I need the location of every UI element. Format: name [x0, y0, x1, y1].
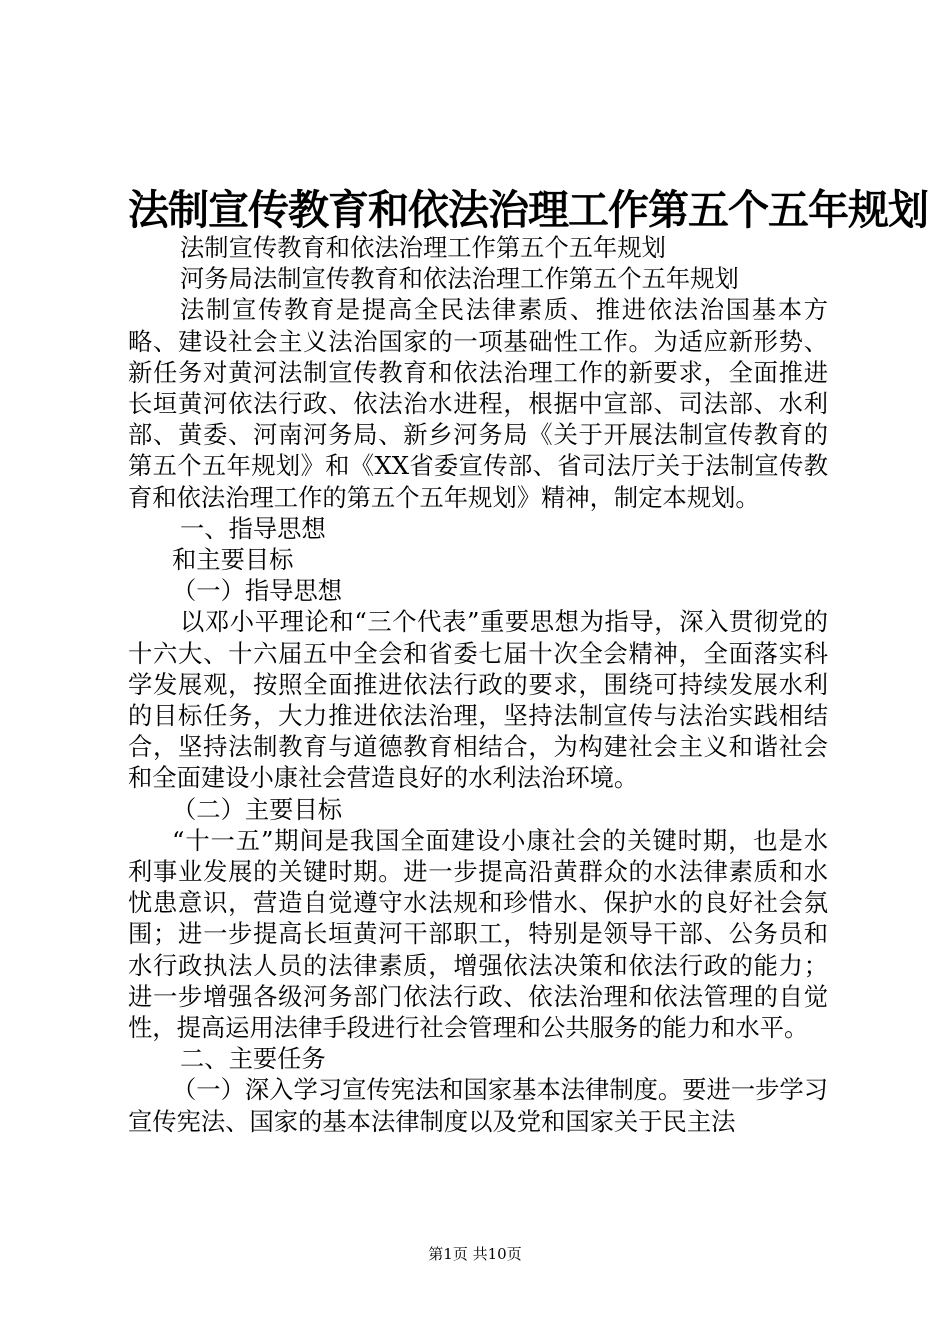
section-heading: 一、指导思想: [180, 513, 326, 543]
subsection-heading: （二）主要目标: [172, 794, 343, 824]
subsection-heading: （一）指导思想: [172, 576, 343, 606]
document-body: [128, 232, 828, 1137]
paragraph: “十一五”期间是我国全面建设小康社会的关键时期，也是水利事业发展的关键时期。进一步提高沿黄群众的水法律素质和水忧患意识，营造自觉遵守水法规和珍惜水、保护水的良好社会氛围；进一步提高长垣黄河干部职工，特别是领导干部、公务员和水行政执法人员的法律素质，增强依法决策和依法行政的能力；进一步增强各级河务部门依法行政、依法治理和依法管理的自觉性，提高运用法律手段进行社会管理和公共服务的能力和水平。: [128, 825, 828, 1043]
section-heading-continued: 和主要目标: [172, 545, 294, 575]
paragraph: 河务局法制宣传教育和依法治理工作第五个五年规划: [180, 264, 739, 294]
document-title: 法制宣传教育和依法治理工作第五个五年规划: [128, 186, 928, 234]
section-heading: 二、主要任务: [180, 1044, 326, 1074]
paragraph: 以邓小平理论和“三个代表”重要思想为指导，深入贯彻党的十六大、十六届五中全会和省委七届十次全会精神，全面落实科学发展观，按照全面推进依法行政的要求，围绕可持续发展水利的目标任务，大力推进依法治理，坚持法制宣传与法治实践相结合，坚持法制教育与道德教育相结合，为构建社会主义和谐社会和全面建设小康社会营造良好的水利法治环境。: [128, 607, 828, 793]
paragraph: 法制宣传教育和依法治理工作第五个五年规划: [180, 233, 666, 262]
paragraph: （一）深入学习宣传宪法和国家基本法律制度。要进一步学习宣传宪法、国家的基本法律制度以及党和国家关于民主法: [128, 1075, 829, 1136]
paragraph: 法制宣传教育是提高全民法律素质、推进依法治国基本方略、建设社会主义法治国家的一项基础性工作。为适应新形势、新任务对黄河法制宣传教育和依法治理工作的新要求，全面推进长垣黄河依法行政、依法治水进程，根据中宣部、司法部、水利部、黄委、河南河务局、新乡河务局《关于开展法制宣传教育的第五个五年规划》和《XX省委宣传部、省司法厅关于法制宣传教育和依法治理工作的第五个五年规划》精神，制定本规划。: [128, 295, 828, 512]
page-number: 第1页 共10页: [428, 1245, 522, 1263]
